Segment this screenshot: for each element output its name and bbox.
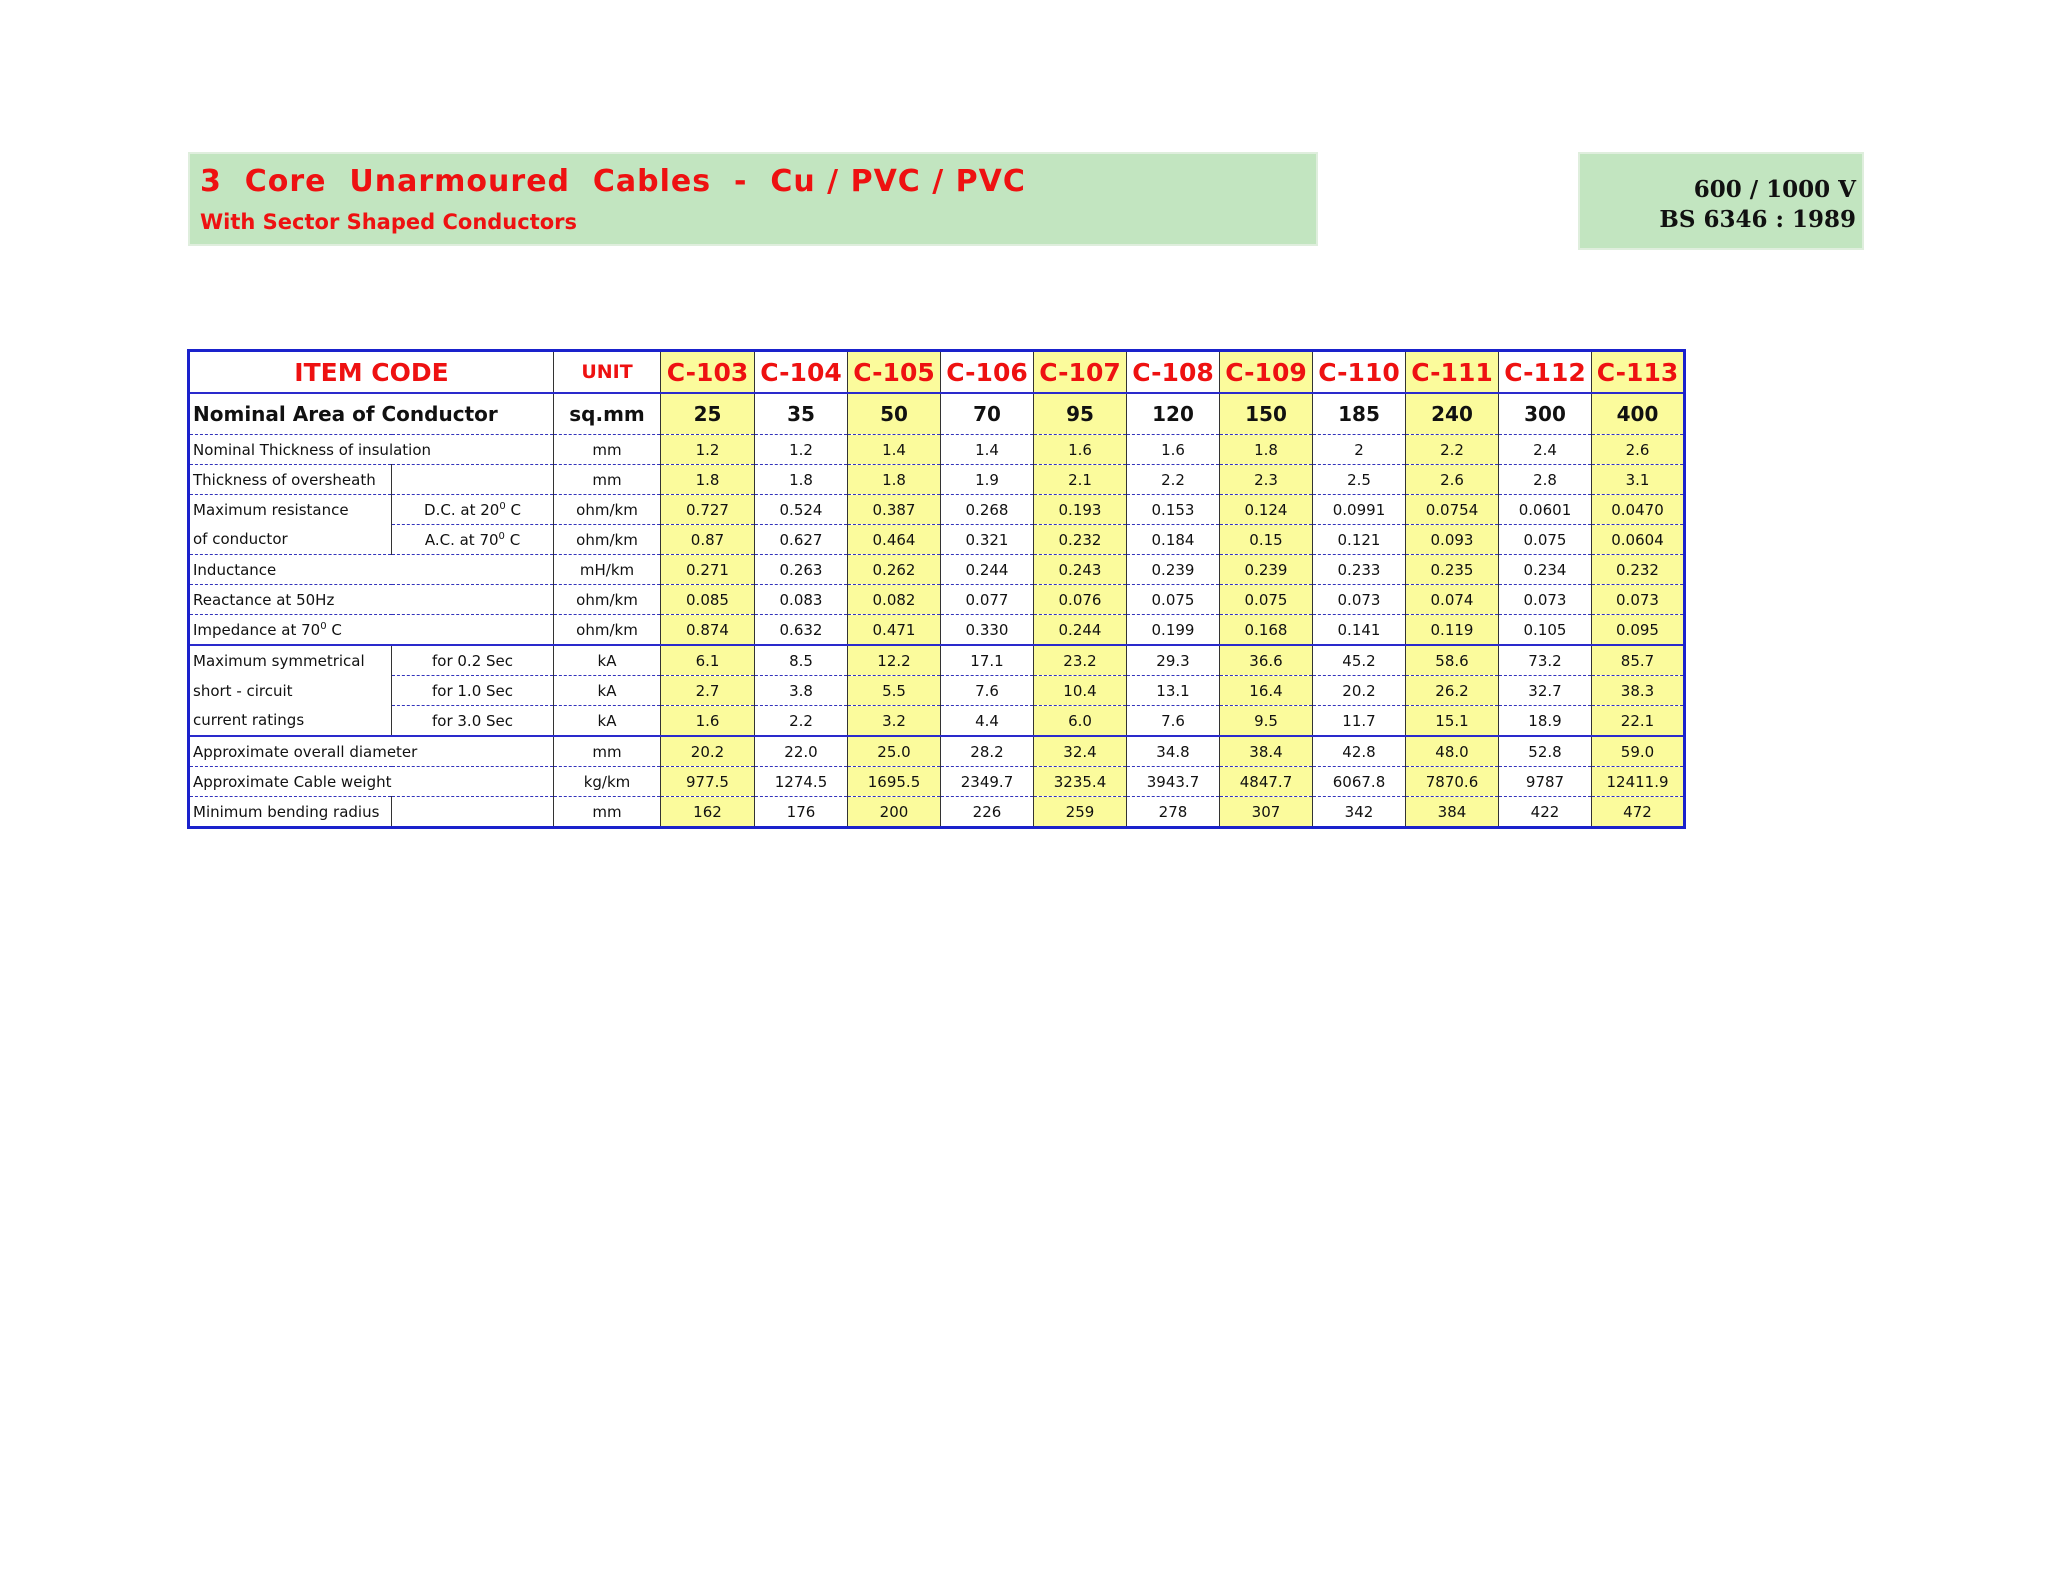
resistance-dc-row xyxy=(189,495,1685,525)
item-code-cell: C-109 xyxy=(1220,351,1313,394)
weight-unit: kg/km xyxy=(554,767,661,797)
resistance-label-line1: Maximum resistance xyxy=(189,495,392,525)
short-circuit-value: 85.7 xyxy=(1592,645,1685,676)
weight-value: 977.5 xyxy=(661,767,755,797)
diameter-row xyxy=(189,736,1685,767)
short-circuit-value: 26.2 xyxy=(1406,676,1499,706)
bending-value: 342 xyxy=(1313,797,1406,828)
weight-value: 9787 xyxy=(1499,767,1592,797)
area-label: Nominal Area of Conductor xyxy=(189,393,554,435)
weight-value: 6067.8 xyxy=(1313,767,1406,797)
inductance-value: 0.233 xyxy=(1313,555,1406,585)
resistance-ac-row xyxy=(189,525,1685,555)
oversheath-label: Thickness of oversheath xyxy=(189,465,392,495)
short-circuit-value: 7.6 xyxy=(941,676,1034,706)
impedance-value: 0.244 xyxy=(1034,615,1127,646)
bending-value: 259 xyxy=(1034,797,1127,828)
title-banner xyxy=(188,152,1318,246)
resistance-ac-value: 0.321 xyxy=(941,525,1034,555)
short-circuit-label-line: Maximum symmetrical xyxy=(189,645,392,676)
resistance-dc-value: 0.153 xyxy=(1127,495,1220,525)
reactance-unit: ohm/km xyxy=(554,585,661,615)
impedance-value: 0.471 xyxy=(848,615,941,646)
item-code-cell: C-107 xyxy=(1034,351,1127,394)
bending-unit: mm xyxy=(554,797,661,828)
short-circuit-value: 12.2 xyxy=(848,645,941,676)
weight-value: 4847.7 xyxy=(1220,767,1313,797)
resistance-dc-value: 0.727 xyxy=(661,495,755,525)
short-circuit-value: 4.4 xyxy=(941,706,1034,737)
short-circuit-value: 8.5 xyxy=(755,645,848,676)
resistance-ac-unit: ohm/km xyxy=(554,525,661,555)
short-circuit-row xyxy=(189,676,1685,706)
label-suffix: C xyxy=(504,530,521,549)
reactance-value: 0.076 xyxy=(1034,585,1127,615)
short-circuit-value: 45.2 xyxy=(1313,645,1406,676)
insulation-value: 2.6 xyxy=(1592,435,1685,465)
short-circuit-value: 7.6 xyxy=(1127,706,1220,737)
impedance-value: 0.095 xyxy=(1592,615,1685,646)
bending-value: 384 xyxy=(1406,797,1499,828)
short-circuit-unit: kA xyxy=(554,706,661,737)
short-circuit-value: 36.6 xyxy=(1220,645,1313,676)
reactance-value: 0.085 xyxy=(661,585,755,615)
reactance-value: 0.082 xyxy=(848,585,941,615)
diameter-value: 48.0 xyxy=(1406,736,1499,767)
short-circuit-value: 10.4 xyxy=(1034,676,1127,706)
resistance-ac-value: 0.184 xyxy=(1127,525,1220,555)
diameter-value: 42.8 xyxy=(1313,736,1406,767)
short-circuit-value: 73.2 xyxy=(1499,645,1592,676)
short-circuit-value: 6.1 xyxy=(661,645,755,676)
inductance-label: Inductance xyxy=(189,555,554,585)
insulation-value: 1.6 xyxy=(1034,435,1127,465)
inductance-value: 0.232 xyxy=(1592,555,1685,585)
diameter-value: 22.0 xyxy=(755,736,848,767)
item-code-cell: C-110 xyxy=(1313,351,1406,394)
degree-superscript: 0 xyxy=(320,620,327,632)
resistance-ac-value: 0.15 xyxy=(1220,525,1313,555)
label-text: A.C. at 70 xyxy=(424,530,499,549)
insulation-value: 1.4 xyxy=(941,435,1034,465)
short-circuit-value: 32.7 xyxy=(1499,676,1592,706)
oversheath-row xyxy=(189,465,1685,495)
reactance-value: 0.075 xyxy=(1127,585,1220,615)
oversheath-value: 2.3 xyxy=(1220,465,1313,495)
weight-value: 3943.7 xyxy=(1127,767,1220,797)
short-circuit-value: 29.3 xyxy=(1127,645,1220,676)
area-value: 25 xyxy=(661,393,755,435)
area-row xyxy=(189,393,1685,435)
impedance-label xyxy=(189,615,554,646)
impedance-value: 0.199 xyxy=(1127,615,1220,646)
diameter-label: Approximate overall diameter xyxy=(189,736,554,767)
standard-reference: BS 6346 : 1989 xyxy=(1659,206,1856,233)
area-value: 400 xyxy=(1592,393,1685,435)
item-code-cell: C-103 xyxy=(661,351,755,394)
insulation-unit: mm xyxy=(554,435,661,465)
bending-value: 176 xyxy=(755,797,848,828)
resistance-ac-value: 0.464 xyxy=(848,525,941,555)
short-circuit-duration: for 0.2 Sec xyxy=(392,645,554,676)
oversheath-value: 2.2 xyxy=(1127,465,1220,495)
short-circuit-duration: for 3.0 Sec xyxy=(392,706,554,737)
impedance-value: 0.105 xyxy=(1499,615,1592,646)
cable-spec-table xyxy=(187,349,1686,829)
bending-value: 278 xyxy=(1127,797,1220,828)
short-circuit-value: 3.2 xyxy=(848,706,941,737)
resistance-label-line2: of conductor xyxy=(189,525,392,555)
area-value: 150 xyxy=(1220,393,1313,435)
resistance-dc-sublabel xyxy=(392,495,554,525)
diameter-value: 20.2 xyxy=(661,736,755,767)
bending-label: Minimum bending radius xyxy=(189,797,392,828)
reactance-value: 0.073 xyxy=(1499,585,1592,615)
weight-row xyxy=(189,767,1685,797)
short-circuit-value: 15.1 xyxy=(1406,706,1499,737)
oversheath-value: 1.9 xyxy=(941,465,1034,495)
bending-value: 422 xyxy=(1499,797,1592,828)
short-circuit-value: 58.6 xyxy=(1406,645,1499,676)
label-text: Impedance at 70 xyxy=(193,620,321,639)
oversheath-value: 2.8 xyxy=(1499,465,1592,495)
degree-superscript: 0 xyxy=(499,500,506,512)
inductance-value: 0.243 xyxy=(1034,555,1127,585)
short-circuit-value: 16.4 xyxy=(1220,676,1313,706)
diameter-value: 38.4 xyxy=(1220,736,1313,767)
item-code-cell: C-112 xyxy=(1499,351,1592,394)
short-circuit-value: 18.9 xyxy=(1499,706,1592,737)
inductance-value: 0.235 xyxy=(1406,555,1499,585)
short-circuit-value: 2.7 xyxy=(661,676,755,706)
resistance-dc-value: 0.0754 xyxy=(1406,495,1499,525)
short-circuit-unit: kA xyxy=(554,676,661,706)
reactance-value: 0.073 xyxy=(1313,585,1406,615)
bending-value: 472 xyxy=(1592,797,1685,828)
item-code-cell: C-111 xyxy=(1406,351,1499,394)
resistance-dc-value: 0.524 xyxy=(755,495,848,525)
short-circuit-value: 13.1 xyxy=(1127,676,1220,706)
resistance-dc-value: 0.268 xyxy=(941,495,1034,525)
diameter-value: 32.4 xyxy=(1034,736,1127,767)
impedance-value: 0.141 xyxy=(1313,615,1406,646)
resistance-dc-value: 0.0470 xyxy=(1592,495,1685,525)
reactance-row xyxy=(189,585,1685,615)
resistance-ac-sublabel xyxy=(392,525,554,555)
item-code-cell: C-113 xyxy=(1592,351,1685,394)
short-circuit-value: 23.2 xyxy=(1034,645,1127,676)
weight-value: 3235.4 xyxy=(1034,767,1127,797)
table-body xyxy=(189,351,1685,828)
weight-label: Approximate Cable weight xyxy=(189,767,554,797)
bending-value: 200 xyxy=(848,797,941,828)
resistance-dc-value: 0.387 xyxy=(848,495,941,525)
weight-value: 12411.9 xyxy=(1592,767,1685,797)
resistance-dc-value: 0.0991 xyxy=(1313,495,1406,525)
short-circuit-value: 17.1 xyxy=(941,645,1034,676)
oversheath-value: 2.5 xyxy=(1313,465,1406,495)
voltage-rating: 600 / 1000 V xyxy=(1693,176,1856,203)
oversheath-value: 1.8 xyxy=(848,465,941,495)
reactance-value: 0.083 xyxy=(755,585,848,615)
diameter-value: 28.2 xyxy=(941,736,1034,767)
area-value: 240 xyxy=(1406,393,1499,435)
insulation-value: 1.2 xyxy=(755,435,848,465)
resistance-ac-value: 0.075 xyxy=(1499,525,1592,555)
short-circuit-value: 2.2 xyxy=(755,706,848,737)
short-circuit-value: 5.5 xyxy=(848,676,941,706)
short-circuit-value: 9.5 xyxy=(1220,706,1313,737)
page-subtitle: With Sector Shaped Conductors xyxy=(200,210,578,234)
inductance-value: 0.234 xyxy=(1499,555,1592,585)
short-circuit-row xyxy=(189,706,1685,737)
reactance-value: 0.073 xyxy=(1592,585,1685,615)
area-value: 185 xyxy=(1313,393,1406,435)
short-circuit-value: 6.0 xyxy=(1034,706,1127,737)
resistance-ac-value: 0.232 xyxy=(1034,525,1127,555)
area-value: 35 xyxy=(755,393,848,435)
resistance-dc-value: 0.193 xyxy=(1034,495,1127,525)
resistance-ac-value: 0.627 xyxy=(755,525,848,555)
impedance-row xyxy=(189,615,1685,646)
diameter-value: 25.0 xyxy=(848,736,941,767)
short-circuit-label-line: current ratings xyxy=(189,706,392,737)
diameter-unit: mm xyxy=(554,736,661,767)
area-unit: sq.mm xyxy=(554,393,661,435)
short-circuit-duration: for 1.0 Sec xyxy=(392,676,554,706)
resistance-dc-unit: ohm/km xyxy=(554,495,661,525)
short-circuit-unit: kA xyxy=(554,645,661,676)
short-circuit-value: 22.1 xyxy=(1592,706,1685,737)
page-title: 3 Core Unarmoured Cables - Cu / PVC / PVC xyxy=(200,164,1026,199)
resistance-dc-value: 0.124 xyxy=(1220,495,1313,525)
area-value: 50 xyxy=(848,393,941,435)
diameter-value: 34.8 xyxy=(1127,736,1220,767)
short-circuit-value: 11.7 xyxy=(1313,706,1406,737)
area-value: 300 xyxy=(1499,393,1592,435)
resistance-ac-value: 0.093 xyxy=(1406,525,1499,555)
impedance-value: 0.119 xyxy=(1406,615,1499,646)
inductance-value: 0.244 xyxy=(941,555,1034,585)
resistance-ac-value: 0.87 xyxy=(661,525,755,555)
diameter-value: 52.8 xyxy=(1499,736,1592,767)
inductance-value: 0.239 xyxy=(1127,555,1220,585)
inductance-unit: mH/km xyxy=(554,555,661,585)
impedance-value: 0.874 xyxy=(661,615,755,646)
impedance-value: 0.330 xyxy=(941,615,1034,646)
item-code-cell: C-108 xyxy=(1127,351,1220,394)
item-code-cell: C-105 xyxy=(848,351,941,394)
reactance-value: 0.074 xyxy=(1406,585,1499,615)
resistance-ac-value: 0.121 xyxy=(1313,525,1406,555)
item-code-header: ITEM CODE xyxy=(189,351,554,394)
insulation-value: 1.6 xyxy=(1127,435,1220,465)
item-code-cell: C-106 xyxy=(941,351,1034,394)
oversheath-value: 1.8 xyxy=(755,465,848,495)
bending-value: 162 xyxy=(661,797,755,828)
short-circuit-row xyxy=(189,645,1685,676)
insulation-value: 1.4 xyxy=(848,435,941,465)
oversheath-value: 3.1 xyxy=(1592,465,1685,495)
bending-value: 226 xyxy=(941,797,1034,828)
inductance-row xyxy=(189,555,1685,585)
insulation-row xyxy=(189,435,1685,465)
resistance-ac-value: 0.0604 xyxy=(1592,525,1685,555)
unit-header: UNIT xyxy=(554,351,661,394)
diameter-value: 59.0 xyxy=(1592,736,1685,767)
weight-value: 1274.5 xyxy=(755,767,848,797)
weight-value: 2349.7 xyxy=(941,767,1034,797)
resistance-dc-value: 0.0601 xyxy=(1499,495,1592,525)
reactance-label: Reactance at 50Hz xyxy=(189,585,554,615)
impedance-value: 0.632 xyxy=(755,615,848,646)
degree-superscript: 0 xyxy=(498,530,505,542)
oversheath-value: 2.1 xyxy=(1034,465,1127,495)
insulation-value: 1.8 xyxy=(1220,435,1313,465)
reactance-value: 0.077 xyxy=(941,585,1034,615)
inductance-value: 0.239 xyxy=(1220,555,1313,585)
area-value: 95 xyxy=(1034,393,1127,435)
short-circuit-value: 20.2 xyxy=(1313,676,1406,706)
inductance-value: 0.263 xyxy=(755,555,848,585)
label-text: D.C. at 20 xyxy=(424,500,500,519)
oversheath-sublabel-empty xyxy=(392,465,554,495)
area-value: 120 xyxy=(1127,393,1220,435)
impedance-value: 0.168 xyxy=(1220,615,1313,646)
bending-row xyxy=(189,797,1685,828)
weight-value: 7870.6 xyxy=(1406,767,1499,797)
item-code-cell: C-104 xyxy=(755,351,848,394)
short-circuit-label-line: short - circuit xyxy=(189,676,392,706)
rating-banner xyxy=(1578,152,1864,250)
inductance-value: 0.262 xyxy=(848,555,941,585)
oversheath-value: 1.8 xyxy=(661,465,755,495)
label-suffix: C xyxy=(505,500,521,519)
oversheath-value: 2.6 xyxy=(1406,465,1499,495)
insulation-value: 2.2 xyxy=(1406,435,1499,465)
area-value: 70 xyxy=(941,393,1034,435)
header-row xyxy=(189,351,1685,394)
insulation-value: 1.2 xyxy=(661,435,755,465)
inductance-value: 0.271 xyxy=(661,555,755,585)
bending-value: 307 xyxy=(1220,797,1313,828)
reactance-value: 0.075 xyxy=(1220,585,1313,615)
weight-value: 1695.5 xyxy=(848,767,941,797)
short-circuit-value: 3.8 xyxy=(755,676,848,706)
short-circuit-value: 1.6 xyxy=(661,706,755,737)
insulation-label: Nominal Thickness of insulation xyxy=(189,435,554,465)
impedance-unit: ohm/km xyxy=(554,615,661,646)
insulation-value: 2.4 xyxy=(1499,435,1592,465)
bending-sublabel-empty xyxy=(392,797,554,828)
short-circuit-value: 38.3 xyxy=(1592,676,1685,706)
label-suffix: C xyxy=(326,620,342,639)
insulation-value: 2 xyxy=(1313,435,1406,465)
oversheath-unit: mm xyxy=(554,465,661,495)
